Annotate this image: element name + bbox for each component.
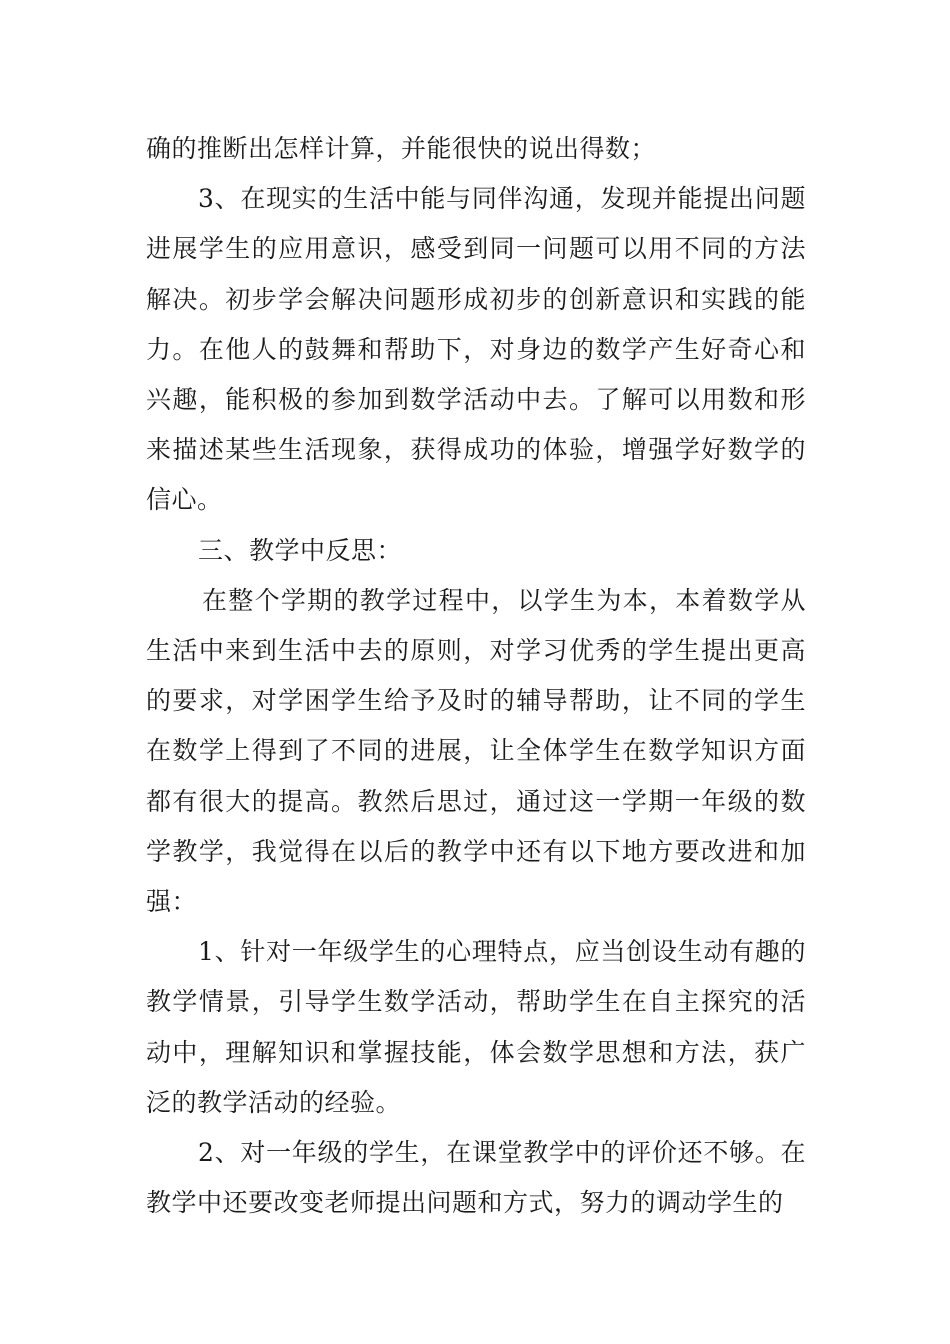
paragraph-reflection-intro: 在整个学期的教学过程中，以学生为本，本着数学从生活中来到生活中去的原则，对学习优秀的学生提出更高的要求，对学困学生给予及时的辅导帮助，让不同的学生在数学上得到了不同的进展，让全体学生在数学知识方面都有很大的提高。教然后思过，通过这一学期一年级的数学教学，我觉得在以后的教学中还有以下地方要改进和加强： [146, 585, 806, 917]
document-body [146, 124, 806, 1228]
paragraph-improvement-2: 2、对一年级的学生，在课堂教学中的评价还不够。在教学中还要改变老师提出问题和方式，努力的调动学生的 [146, 1138, 806, 1218]
paragraph-improvement-1: 1、针对一年级学生的心理特点，应当创设生动有趣的教学情景，引导学生数学活动，帮助学生在自主探究的活动中，理解知识和掌握技能，体会数学思想和方法，获广泛的教学活动的经验。 [146, 937, 806, 1117]
paragraph-continuation: 确的推断出怎样计算，并能很快的说出得数； [146, 134, 657, 163]
paragraph-goal-3: 3、在现实的生活中能与同伴沟通，发现并能提出问题进展学生的应用意识，感受到同一问题可以用不同的方法解决。初步学会解决问题形成初步的创新意识和实践的能力。在他人的鼓舞和帮助下，对身边的数学产生好奇心和兴趣，能积极的参加到数学活动中去。了解可以用数和形来描述某些生活现象，获得成功的体验，增强学好数学的信心。 [146, 184, 806, 515]
section-heading-reflection: 三、教学中反思： [198, 535, 403, 565]
